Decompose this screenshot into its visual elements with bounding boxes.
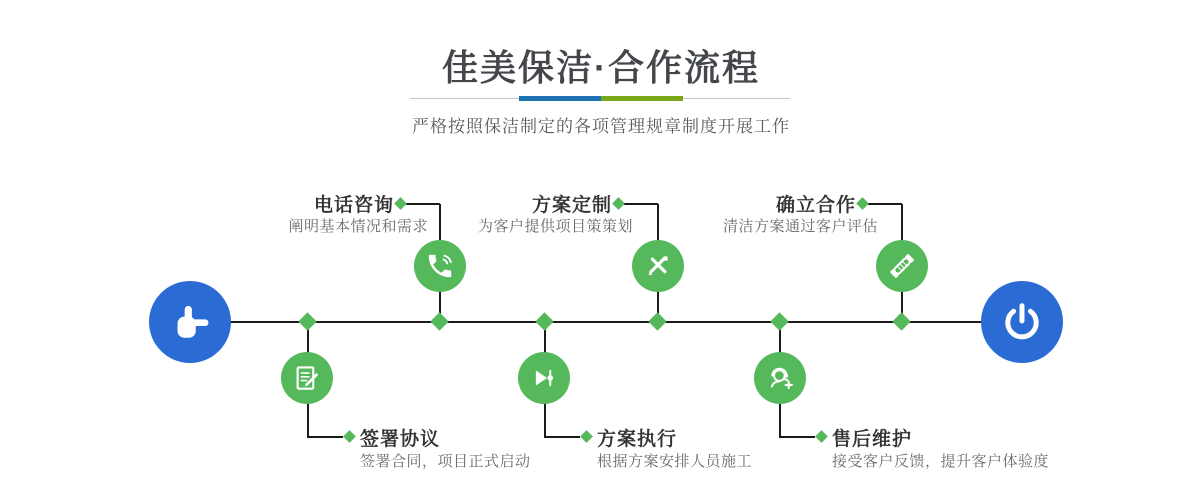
label-diamond — [612, 197, 625, 210]
step-desc: 签署合同，项目正式启动 — [360, 453, 531, 470]
step-desc: 为客户提供项目策策划 — [477, 218, 633, 235]
power-icon — [999, 299, 1045, 345]
timeline-node-diamond — [298, 312, 316, 330]
step-title: 确立合作 — [775, 195, 856, 216]
step-circle-handshake — [876, 240, 928, 292]
hand-pointer-icon — [167, 299, 213, 345]
step-circle-execute — [518, 352, 570, 404]
step-title: 方案执行 — [597, 429, 678, 450]
label-diamond — [580, 430, 593, 443]
connector-hline — [544, 436, 580, 438]
timeline-start-node — [149, 281, 231, 363]
step-circle-aftersale — [754, 352, 806, 404]
timeline-node-diamond — [648, 312, 666, 330]
label-diamond — [856, 197, 869, 210]
phone-icon — [425, 251, 455, 281]
step-title: 签署协议 — [360, 429, 441, 450]
timeline-end-node — [981, 281, 1063, 363]
handshake-icon — [887, 251, 917, 281]
timeline-node-diamond — [770, 312, 788, 330]
connector-hline — [868, 203, 902, 205]
step-desc: 接受客户反馈，提升客户体验度 — [832, 453, 1050, 470]
page-subtitle: 严格按照保洁制定的各项管理规章制度开展工作 — [412, 117, 790, 136]
aftersale-icon — [765, 363, 795, 393]
label-diamond — [815, 430, 828, 443]
timeline-node-diamond — [892, 312, 910, 330]
divider-accent-green — [601, 96, 683, 101]
execute-icon — [529, 363, 559, 393]
connector-hline — [779, 436, 815, 438]
timeline-node-diamond — [430, 312, 448, 330]
step-title: 电话咨询 — [313, 195, 394, 216]
connector-hline — [406, 203, 440, 205]
step-circle-design — [632, 240, 684, 292]
label-diamond — [394, 197, 407, 210]
step-desc: 根据方案安排人员施工 — [597, 453, 753, 470]
contract-icon — [292, 363, 322, 393]
divider-accent-blue — [519, 96, 601, 101]
page-title: 佳美保洁·合作流程 — [442, 47, 760, 88]
design-icon — [643, 251, 673, 281]
step-title: 售后维护 — [832, 429, 913, 450]
connector-hline — [307, 436, 343, 438]
step-desc: 清洁方案通过客户评估 — [722, 218, 878, 235]
label-diamond — [343, 430, 356, 443]
connector-hline — [624, 203, 658, 205]
step-circle-phone — [414, 240, 466, 292]
step-desc: 阐明基本情况和需求 — [288, 218, 428, 235]
step-circle-contract — [281, 352, 333, 404]
step-title: 方案定制 — [531, 195, 612, 216]
timeline-node-diamond — [535, 312, 553, 330]
